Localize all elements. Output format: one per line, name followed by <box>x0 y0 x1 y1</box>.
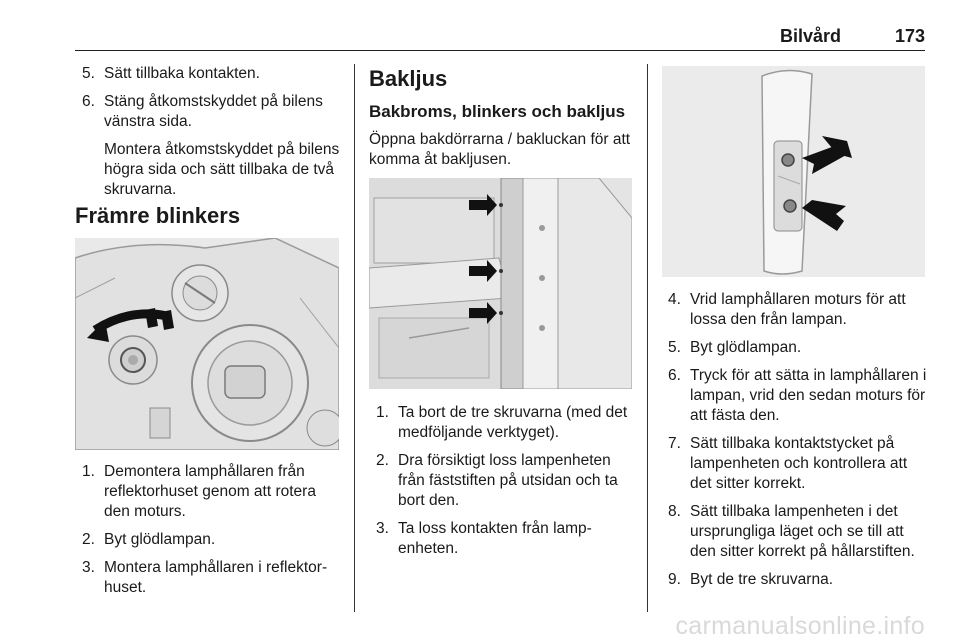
header-section: Bilvård <box>780 26 842 46</box>
section-title-front-indicator: Främre blinkers <box>75 203 241 228</box>
column-1-bottom <box>82 462 344 606</box>
list-item: 3. Montera lamphållaren i reflektor-huset. <box>82 559 328 596</box>
column-3-bottom <box>668 290 930 598</box>
list-item: 3. Ta loss kontakten från lamp-enheten. <box>376 520 592 557</box>
front-indicator-figure <box>75 238 339 450</box>
list-item: 4. Vrid lamphållaren moturs för att lossa den från lampan. <box>668 291 906 328</box>
column-2-top <box>369 66 637 170</box>
steps-list-rear-lights <box>376 403 638 559</box>
list-item: 2. Byt glödlampan. <box>82 531 216 548</box>
column-1-top <box>82 64 344 200</box>
list-item: 5. Byt glödlampan. <box>668 339 802 356</box>
list-item: 1. Demontera lamphållaren från reflektorhuset genom att rotera den moturs. <box>82 463 316 520</box>
rear-door-illustration <box>369 178 632 389</box>
section-title-rear-lights: Bakljus <box>369 66 448 91</box>
rear-door-figure <box>369 178 632 389</box>
steps-list-lamp-unit <box>668 290 930 590</box>
subsection-title: Bakbroms, blinkers och bakljus <box>369 102 626 121</box>
intro-paragraph: Öppna bakdörrarna / bakluckan för att komma åt bakljusen. <box>369 131 631 168</box>
page-number: 173 <box>894 26 925 46</box>
list-item: 9. Byt de tre skruvarna. <box>668 571 834 588</box>
running-header <box>780 22 925 48</box>
header-rule <box>75 50 925 51</box>
list-item: 7. Sätt tillbaka kontaktstycket på lampenheten och kontrollera att det sitter korrekt. <box>668 435 908 492</box>
lamp-unit-figure <box>662 66 925 277</box>
steps-list-top <box>82 64 344 132</box>
list-item: 6. Stäng åtkomstskyddet på bilens vänstra sida. <box>82 93 323 130</box>
column-divider-1 <box>354 64 355 612</box>
list-item: 1. Ta bort de tre skruvarna (med det medföljande verktyget). <box>376 404 628 441</box>
front-indicator-illustration <box>75 238 339 450</box>
list-item: 5. Sätt tillbaka kontakten. <box>82 65 260 82</box>
column-divider-2 <box>647 64 648 612</box>
watermark: carmanualsonline.info <box>675 612 925 640</box>
list-item: 8. Sätt tillbaka lampenheten i det ursprungliga läget och se till att den sitter korrekt på hållarstiften. <box>668 503 915 560</box>
note-paragraph: Montera åtkomstskyddet på bilens högra sida och sätt tillbaka de två skruvarna. <box>104 141 340 198</box>
list-item: 2. Dra försiktigt loss lampenheten från fäststiften på utsidan och ta bort den. <box>376 452 618 509</box>
list-item: 6. Tryck för att sätta in lamphållaren i lampan, vrid den sedan moturs för att fästa den. <box>668 367 927 424</box>
column-2-bottom <box>376 403 638 567</box>
lamp-unit-illustration <box>662 66 925 277</box>
steps-list-front-indicator <box>82 462 344 598</box>
